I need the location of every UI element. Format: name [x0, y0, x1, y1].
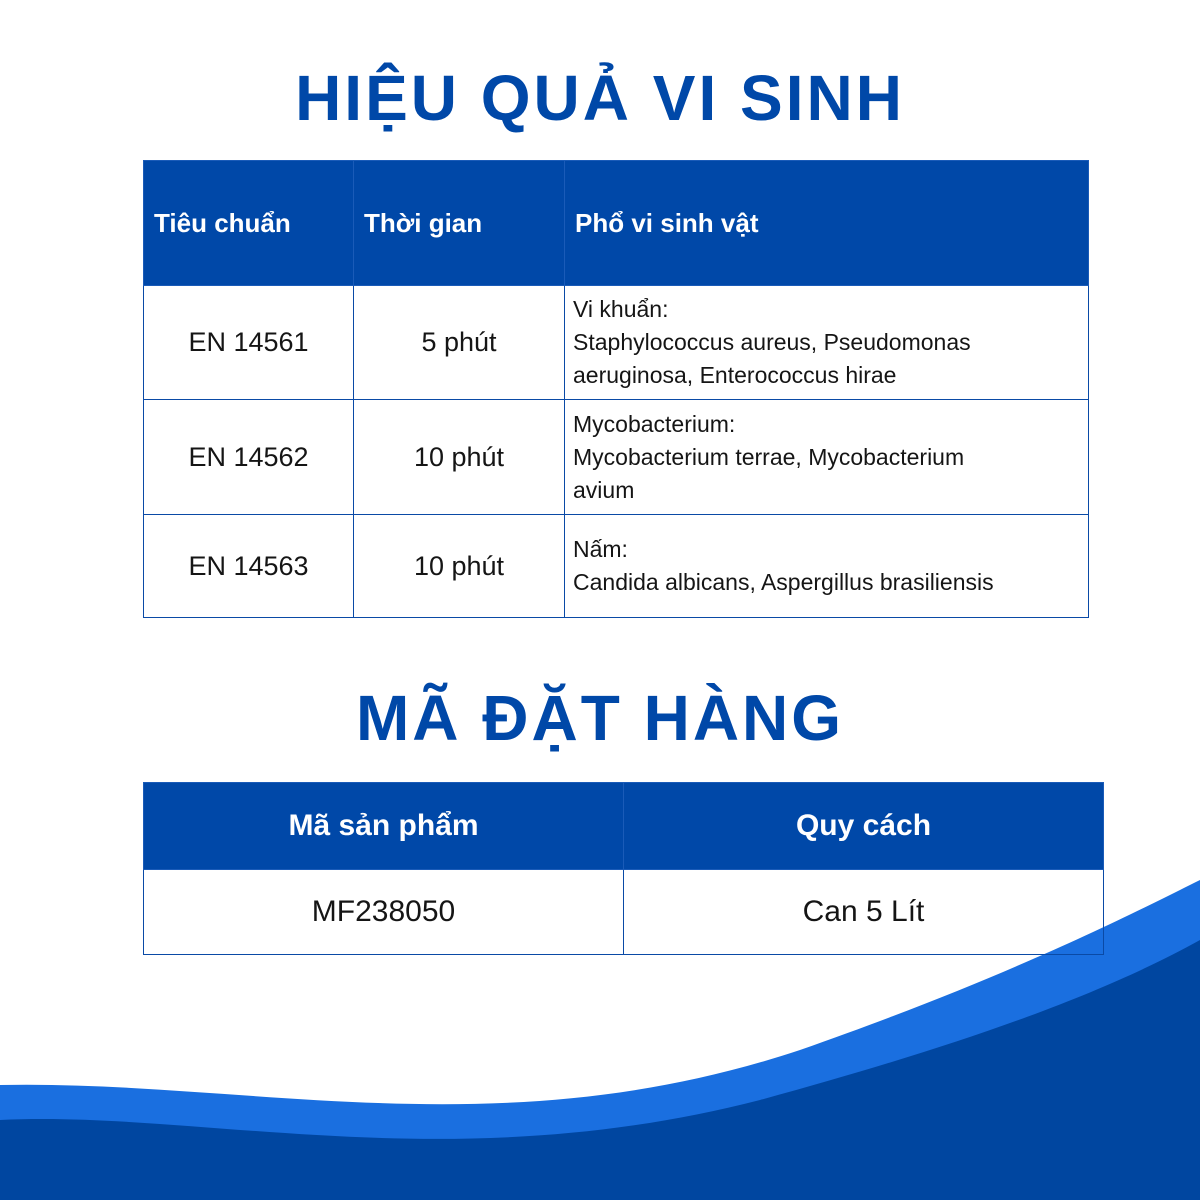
section-title-order-code: MÃ ĐẶT HÀNG — [355, 682, 845, 754]
header-standard: Tiêu chuẩn — [144, 161, 354, 286]
cell-time: 5 phút — [354, 286, 565, 400]
microbial-efficacy-table — [143, 160, 1089, 618]
cell-standard: EN 14563 — [144, 515, 354, 618]
spectrum-organisms-line: aeruginosa, Enterococcus hirae — [573, 362, 897, 388]
table-row — [144, 286, 1089, 400]
cell-product-code: MF238050 — [144, 870, 624, 955]
spectrum-organisms-line: avium — [573, 476, 635, 503]
header-packaging: Quy cách — [624, 783, 1104, 870]
order-code-table — [143, 782, 1104, 955]
table-row — [144, 400, 1089, 515]
spectrum-organisms-line: Mycobacterium terrae, Mycobacterium — [573, 443, 965, 470]
cell-standard: EN 14562 — [144, 400, 354, 515]
table-header-row — [144, 161, 1089, 286]
cell-spectrum — [565, 286, 1089, 400]
header-time: Thời gian — [354, 161, 565, 286]
cell-packaging: Can 5 Lít — [624, 870, 1104, 955]
table-row — [144, 870, 1104, 955]
cell-time: 10 phút — [354, 515, 565, 618]
spectrum-organisms-line: Staphylococcus aureus, Pseudomonas — [573, 329, 971, 355]
wave-dark — [0, 940, 1200, 1200]
table-header-row — [144, 783, 1104, 870]
spectrum-category: Vi khuẩn: — [573, 296, 669, 322]
header-spectrum: Phổ vi sinh vật — [565, 161, 1089, 286]
cell-time: 10 phút — [354, 400, 565, 515]
spectrum-category: Mycobacterium: — [573, 410, 736, 437]
header-product-code: Mã sản phẩm — [144, 783, 624, 870]
table-row — [144, 515, 1089, 618]
spectrum-organisms-line: Candida albicans, Aspergillus brasiliensis — [573, 569, 994, 595]
cell-spectrum — [565, 400, 1089, 515]
spectrum-category: Nấm: — [573, 536, 628, 562]
cell-spectrum — [565, 515, 1089, 618]
section-title-microbial-efficacy: HIỆU QUẢ VI SINH — [295, 62, 905, 134]
cell-standard: EN 14561 — [144, 286, 354, 400]
